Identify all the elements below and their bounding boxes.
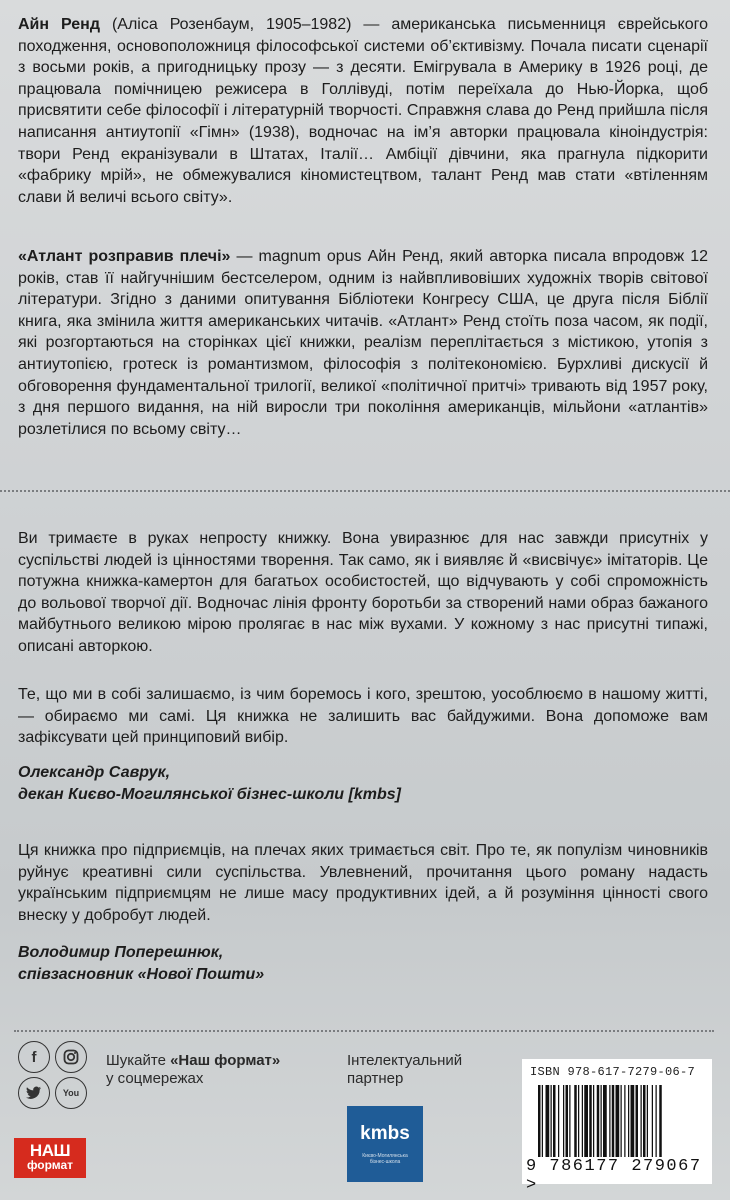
barcode-bar bbox=[652, 1085, 653, 1157]
section-divider bbox=[0, 490, 730, 492]
barcode-bar bbox=[616, 1085, 620, 1157]
twitter-icon[interactable] bbox=[18, 1077, 50, 1109]
barcode-bar bbox=[558, 1085, 559, 1157]
barcode-bar bbox=[566, 1085, 569, 1157]
barcode-bar bbox=[582, 1085, 583, 1157]
barcode-bar bbox=[628, 1085, 629, 1157]
author-bio-paragraph bbox=[18, 14, 708, 208]
footer-divider bbox=[14, 1030, 714, 1032]
barcode-bar bbox=[636, 1085, 639, 1157]
barcode-bar bbox=[647, 1085, 648, 1157]
social-prompt: Шукайте «Наш формат» у соцмережах bbox=[106, 1052, 281, 1087]
signature-savruk bbox=[18, 762, 708, 805]
author-name: Айн Ренд bbox=[18, 16, 100, 33]
barcode-bar bbox=[624, 1085, 625, 1157]
review-paragraph-2: Те, що ми в собі залишаємо, із чим боремось і кого, зрештою, уособлюємо в нашому житті, — обираємо ми самі. Ця книжка не залишить вас байдужими. Вона допоможе вам зафіксувати цей принциповий вибір. bbox=[18, 686, 708, 747]
barcode-bar bbox=[641, 1085, 642, 1157]
isbn-number: ISBN 978-617-7279-06-7 bbox=[530, 1065, 696, 1079]
barcode bbox=[522, 1059, 712, 1195]
barcode-bars bbox=[538, 1085, 704, 1157]
youtube-icon[interactable]: You bbox=[55, 1077, 87, 1109]
barcode-bar bbox=[553, 1085, 556, 1157]
book-description-paragraph bbox=[18, 246, 708, 440]
book-title: «Атлант розправив плечі» bbox=[18, 248, 231, 265]
signature-popereshniuk bbox=[18, 942, 708, 985]
kmbs-logo: kmbs Києво-Могилянська бізнес-школа bbox=[347, 1106, 423, 1182]
barcode-bar bbox=[538, 1085, 541, 1157]
barcode-bar bbox=[621, 1085, 622, 1157]
barcode-bar bbox=[569, 1085, 570, 1157]
barcode-bar bbox=[609, 1085, 610, 1157]
barcode-bar bbox=[584, 1085, 588, 1157]
barcode-bar bbox=[546, 1085, 550, 1157]
barcode-bar bbox=[578, 1085, 579, 1157]
instagram-icon[interactable] bbox=[55, 1041, 87, 1073]
barcode-bar bbox=[593, 1085, 594, 1157]
author-bio-text: (Аліса Розенбаум, 1905–1982) — американська письменниця єврейського походження, основоположниця філософської системи об’єктивізму. Почала писати сценарії з восьми років, а пригодницьку прозу — з десяти. Емігрувала в Америку в 1926 році, де працювала помічницею режисера в Голлівуді, потім переїхала до Нью-Йорка, щоб присвятити себе філософії і літературній творчості. Справжня слава до Ренд прийшла після написання антиутопії «Гімн» (1938), водночас на ім’я авторки працювала кіноіндустрія: твори Ренд екранізували в Штатах, Італії… Амбіції дівчини, яка прагнула підкорити «фабрику мрій», не обмежувалися кіномистецтвом, талант Ренд мав стати «втіленням слави й величі всього світу». bbox=[18, 16, 708, 206]
signature-popereshniuk-title: співзасновник «Нової Пошти» bbox=[18, 965, 265, 983]
nash-format-logo: НАШ формат bbox=[14, 1138, 86, 1178]
barcode-bar bbox=[601, 1085, 602, 1157]
barcode-bar bbox=[643, 1085, 646, 1157]
barcode-bar bbox=[551, 1085, 552, 1157]
barcode-bar bbox=[563, 1085, 564, 1157]
facebook-icon[interactable]: f bbox=[18, 1041, 50, 1073]
book-description-text: — magnum opus Айн Ренд, який авторка писала впродовж 12 років, став її найгучнішим бестселером, одним із найвпливовіших художніх творів світової літератури. Згідно з даними опитування Бібліотеки Конгресу США, це друга після Біблії книга, яка змінила життя американських читачів. «Атлант» Ренд стоїть поза часом, як події, які розгортаються на сторінках цієї книжки, реалізм переплітається з містикою, утопія з антиутопією, гротеск із романтизмом, філософія з політекономією. Бурхливі дискусії й обговорення фундаментальної трилогії, великої «політичної притчі» тривають від 1957 року, з дня першого видання, на ній виросли три покоління американців, мільйони «атлантів» розлетілися по всьому світу… bbox=[18, 248, 708, 438]
signature-popereshniuk-name: Володимир Поперешнюк, bbox=[18, 944, 224, 961]
barcode-bar bbox=[542, 1085, 543, 1157]
review-paragraph-3: Ця книжка про підприємців, на плечах яких тримається світ. Про те, як популізм чиновників руйнує креативні сили суспільства. Увлевнений, прочитання цього роману надасть українським підприємцям не лише масу продуктивних ідей, а й розуміння цінності свого внеску у добробут людей. bbox=[18, 842, 708, 924]
review-paragraph-1: Ви тримаєте в руках непросту книжку. Вона увиразнює для нас завжди присутніх у суспільстві людей із цінностями творення. Так само, як і виявляє й «висвічує» імітаторів. Це потужна книжка-камертон для багатьох особистостей, що відчувають у собі спроможність до вольової творчої дії. Водночас лінія фронту боротьби за створений нами образ бажаного майбутнього великою мірою пролягає в нас між вухами. У кожному з нас присутні типажі, описані авторкою. bbox=[18, 530, 708, 655]
barcode-digits: 9 786177 279067 > bbox=[526, 1157, 702, 1195]
partner-label: Інтелектуальний партнер bbox=[347, 1052, 463, 1087]
barcode-bar bbox=[589, 1085, 592, 1157]
publisher-name: «Наш формат» bbox=[170, 1052, 281, 1069]
barcode-bar bbox=[612, 1085, 615, 1157]
barcode-bar bbox=[659, 1085, 662, 1157]
barcode-bar bbox=[631, 1085, 635, 1157]
barcode-bar bbox=[656, 1085, 657, 1157]
barcode-bar bbox=[603, 1085, 607, 1157]
barcode-bar bbox=[597, 1085, 600, 1157]
barcode-bar bbox=[574, 1085, 577, 1157]
signature-savruk-name: Олександр Саврук, bbox=[18, 764, 171, 781]
signature-savruk-title: декан Києво-Могилянської бізнес-школи [kmbs] bbox=[18, 785, 401, 803]
